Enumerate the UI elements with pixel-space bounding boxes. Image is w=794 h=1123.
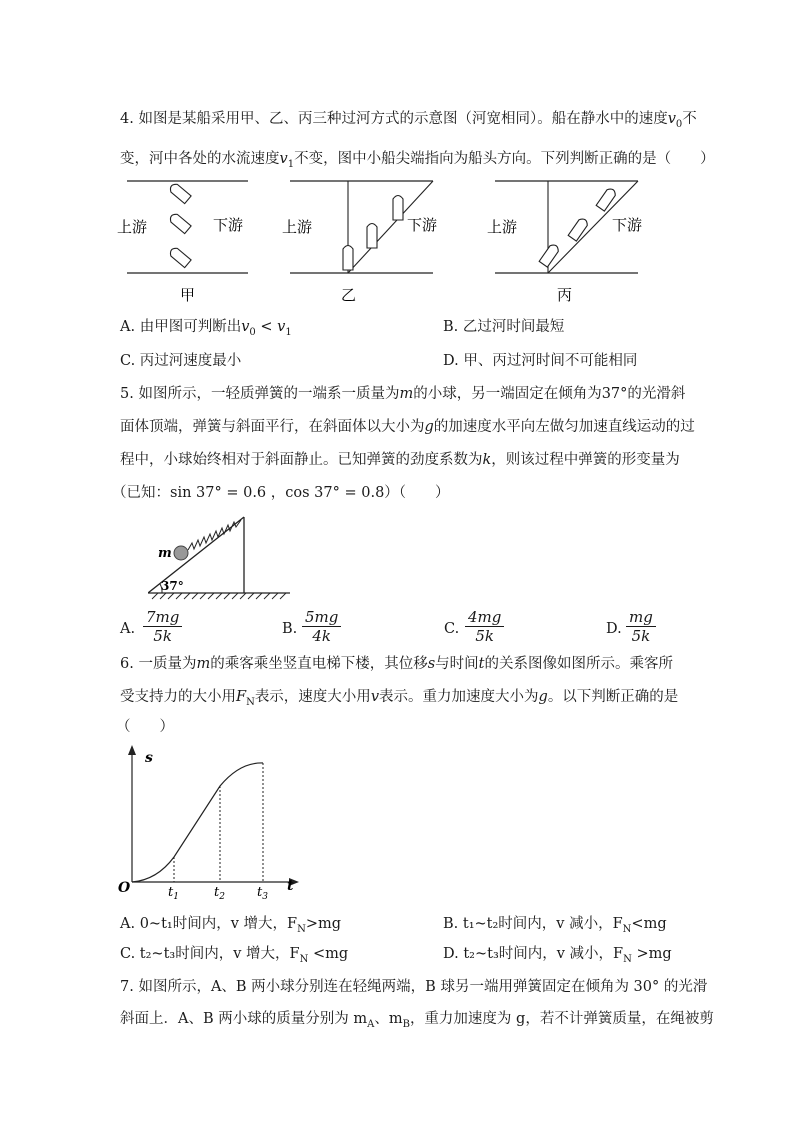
q6-origin: O (118, 880, 131, 896)
q6-t: t (478, 656, 485, 672)
q5-option-c-den: 5k (475, 627, 494, 645)
q6-axis-t: t (287, 878, 294, 894)
q6-line1-d: 的关系图像如图所示。乘客所 (484, 656, 673, 672)
q5-line1-a: 5. 如图所示，一轻质弹簧的一端系一质量为 (120, 386, 400, 402)
boat-icon (367, 224, 377, 249)
q5-line4: （已知：sin 37° = 0.6 ，cos 37° = 0.8）（ ） (112, 485, 450, 501)
q7-line2 (120, 1010, 714, 1034)
q6-option-a[interactable] (120, 915, 341, 939)
q4-figure-b (280, 172, 440, 306)
q4-line2 (120, 150, 715, 174)
boat-icon (343, 246, 353, 271)
q4-figure-c (485, 172, 645, 306)
q6-tick-t3-sub: 3 (262, 892, 268, 902)
q7-line2-a: 斜面上．A、B 两小球的质量分别为 m (120, 1011, 368, 1027)
q5-option-a-label[interactable]: A. (120, 621, 136, 637)
q6-option-c-tail: <mg (308, 946, 349, 962)
q4-option-a-v1: v (277, 319, 286, 335)
q6-s: s (427, 656, 436, 672)
q5-line2 (120, 418, 695, 436)
q6-line1 (120, 655, 673, 673)
q6-line2-a: 受支持力的大小用 (120, 689, 236, 705)
q4-option-a-text: A. 由甲图可判断出 (120, 319, 242, 335)
q6-axis-s: s (145, 750, 153, 766)
q5-option-a-den: 5k (153, 627, 172, 645)
q6-figure (112, 742, 312, 902)
q4-line1 (120, 110, 697, 134)
q6-line1-c: 与时间 (435, 656, 479, 672)
q7-line2-suba: A (367, 1018, 375, 1030)
boat-icon (568, 217, 589, 241)
q5-option-d-label[interactable]: D. (606, 621, 622, 637)
q4-upstream-a: 上游 (117, 218, 148, 236)
q6-tick-t2 (214, 885, 225, 902)
q6-s-t-curve (132, 763, 263, 882)
q6-tick-t2-sub: 2 (219, 892, 225, 902)
q5-angle: 37° (601, 386, 628, 402)
q4-line1-text: 4. 如图是某船采用甲、乙、丙三种过河方式的示意图（河宽相同）。船在静水中的速度 (120, 111, 668, 127)
boat-icon (596, 187, 617, 211)
q4-downstream-b: 下游 (407, 216, 438, 234)
q5-option-c-label[interactable]: C. (444, 621, 460, 637)
q6-option-b[interactable] (443, 915, 667, 939)
q5-option-b-label[interactable]: B. (282, 621, 298, 637)
q4-figure-a (115, 172, 255, 306)
q6-tick-t2-t: t (214, 885, 220, 900)
q4-downstream-a: 下游 (213, 216, 244, 234)
q4-downstream-c: 下游 (612, 216, 643, 234)
q4-option-b[interactable]: B. 乙过河时间最短 (443, 319, 565, 335)
q6-tick-t1-sub: 1 (173, 892, 179, 902)
boat-icon (168, 246, 191, 267)
q6-fn: F (236, 689, 247, 705)
q6-option-a-sub: N (297, 923, 306, 935)
q6-option-d-text: D. t₂~t₃时间内，v 减小，F (443, 946, 624, 962)
q4-option-c[interactable]: C. 丙过河速度最小 (120, 353, 242, 369)
q6-option-a-text: A. 0~t₁时间内，v 增大，F (120, 916, 298, 932)
q4-label-c: 丙 (557, 286, 573, 304)
q6-tick-t3-t: t (257, 885, 263, 900)
q4-option-a-v0: v (241, 319, 250, 335)
q5-line1 (120, 385, 685, 403)
q4-v0: v (667, 111, 676, 127)
q5-option-b-num: 5mg (302, 608, 341, 627)
q5-line3-a: 程中，小球始终相对于斜面静止。已知弹簧的劲度系数为 (120, 452, 483, 468)
q5-option-c[interactable] (465, 608, 504, 645)
q6-option-b-text: B. t₁~t₂时间内，v 减小，F (443, 916, 623, 932)
boat-icon (393, 196, 403, 221)
q5-line3-b: ，则该过程中弹簧的形变量为 (491, 452, 680, 468)
q5-figure (148, 505, 293, 605)
q5-fig-angle: 37° (161, 579, 184, 593)
q7-line1: 7. 如图所示，A、B 两小球分别连在轻绳两端，B 球另一端用弹簧固定在倾角为 30° 的光滑 (120, 979, 708, 995)
q4-option-a-sub1: 1 (285, 326, 292, 338)
q6-option-d[interactable] (443, 945, 672, 969)
q5-option-a[interactable] (143, 608, 182, 645)
q6-line1-a: 6. 一质量为 (120, 656, 197, 672)
q6-fn-sub: N (246, 696, 255, 708)
q5-option-b[interactable] (302, 608, 341, 645)
q6-m: m (196, 656, 211, 672)
q5-fig-mass: m (158, 546, 172, 561)
q6-option-b-sub: N (622, 923, 632, 935)
q6-line3: （ ） (116, 719, 174, 735)
q5-option-a-num: 7mg (143, 608, 182, 627)
q6-g: g (538, 689, 548, 705)
q6-tick-t3 (257, 885, 268, 902)
q4-line1-end: 不 (682, 111, 697, 127)
q6-option-c[interactable] (120, 945, 348, 969)
q5-k: k (482, 452, 492, 468)
q5-option-d-num: mg (626, 608, 656, 627)
q4-upstream-b: 上游 (282, 218, 313, 236)
q6-line2-b: 表示，速度大小用 (254, 689, 371, 705)
q4-v0-sub: 0 (675, 118, 683, 130)
q5-option-d-den: 5k (631, 627, 651, 645)
q4-option-a-sub0: 0 (249, 326, 256, 338)
q7-line2-tail: ，重力加速度为 g，若不计弹簧质量，在绳被剪 (409, 1011, 714, 1027)
boat-icon (168, 182, 191, 203)
q5-option-d[interactable] (626, 608, 656, 645)
q6-line2-c: 表示。重力加速度大小为 (379, 689, 539, 705)
q4-line2-a: 变，河中各处的水流速度 (120, 151, 280, 167)
q4-label-a: 甲 (180, 286, 196, 304)
q7-line2-mid: 、m (374, 1011, 403, 1027)
q4-v1-sub: 1 (287, 158, 295, 170)
q5-line3 (120, 451, 680, 469)
q5-line1-b: 的小球，另一端固定在倾角为 (413, 386, 602, 402)
q7-line2-subb: B (402, 1018, 410, 1030)
q5-line1-c: 的光滑斜 (627, 386, 686, 402)
q6-option-a-tail: >mg (305, 916, 342, 932)
q6-line2-d: 。以下判断正确的是 (547, 689, 679, 705)
q6-v: v (370, 689, 380, 705)
ball-icon (174, 546, 188, 560)
spring-icon (188, 520, 241, 550)
q5-option-c-num: 4mg (465, 608, 504, 627)
q4-option-a[interactable] (120, 318, 292, 342)
q6-option-d-tail: >mg (631, 946, 672, 962)
q4-upstream-c: 上游 (487, 218, 518, 236)
q4-line2-b: 不变，图中小船尖端指向为船头方向。下列判断正确的是（ ） (294, 151, 715, 167)
q4-label-b: 乙 (341, 286, 357, 304)
q6-option-b-tail: <mg (631, 916, 667, 932)
q5-line2-a: 面体顶端，弹簧与斜面平行，在斜面体以大小为 (120, 419, 425, 435)
boat-icon (168, 212, 191, 233)
q6-tick-t1 (168, 885, 179, 902)
q4-option-d[interactable]: D. 甲、丙过河时间不可能相同 (443, 353, 638, 369)
q5-line2-b: 的加速度水平向左做匀加速直线运动的过 (433, 419, 695, 435)
q5-m: m (399, 386, 414, 402)
q6-line1-b: 的乘客乘坐竖直电梯下楼，其位移 (210, 656, 428, 672)
q5-g: g (424, 419, 434, 435)
q6-line2 (120, 688, 678, 712)
q6-tick-t1-t: t (168, 885, 174, 900)
q5-option-b-den: 4k (312, 627, 331, 645)
q6-option-d-sub: N (623, 953, 632, 965)
q6-option-c-text: C. t₂~t₃时间内，v 增大，F (120, 946, 300, 962)
q4-option-a-lt: < (255, 319, 278, 335)
q6-option-c-sub: N (299, 953, 309, 965)
q4-v1: v (279, 151, 288, 167)
